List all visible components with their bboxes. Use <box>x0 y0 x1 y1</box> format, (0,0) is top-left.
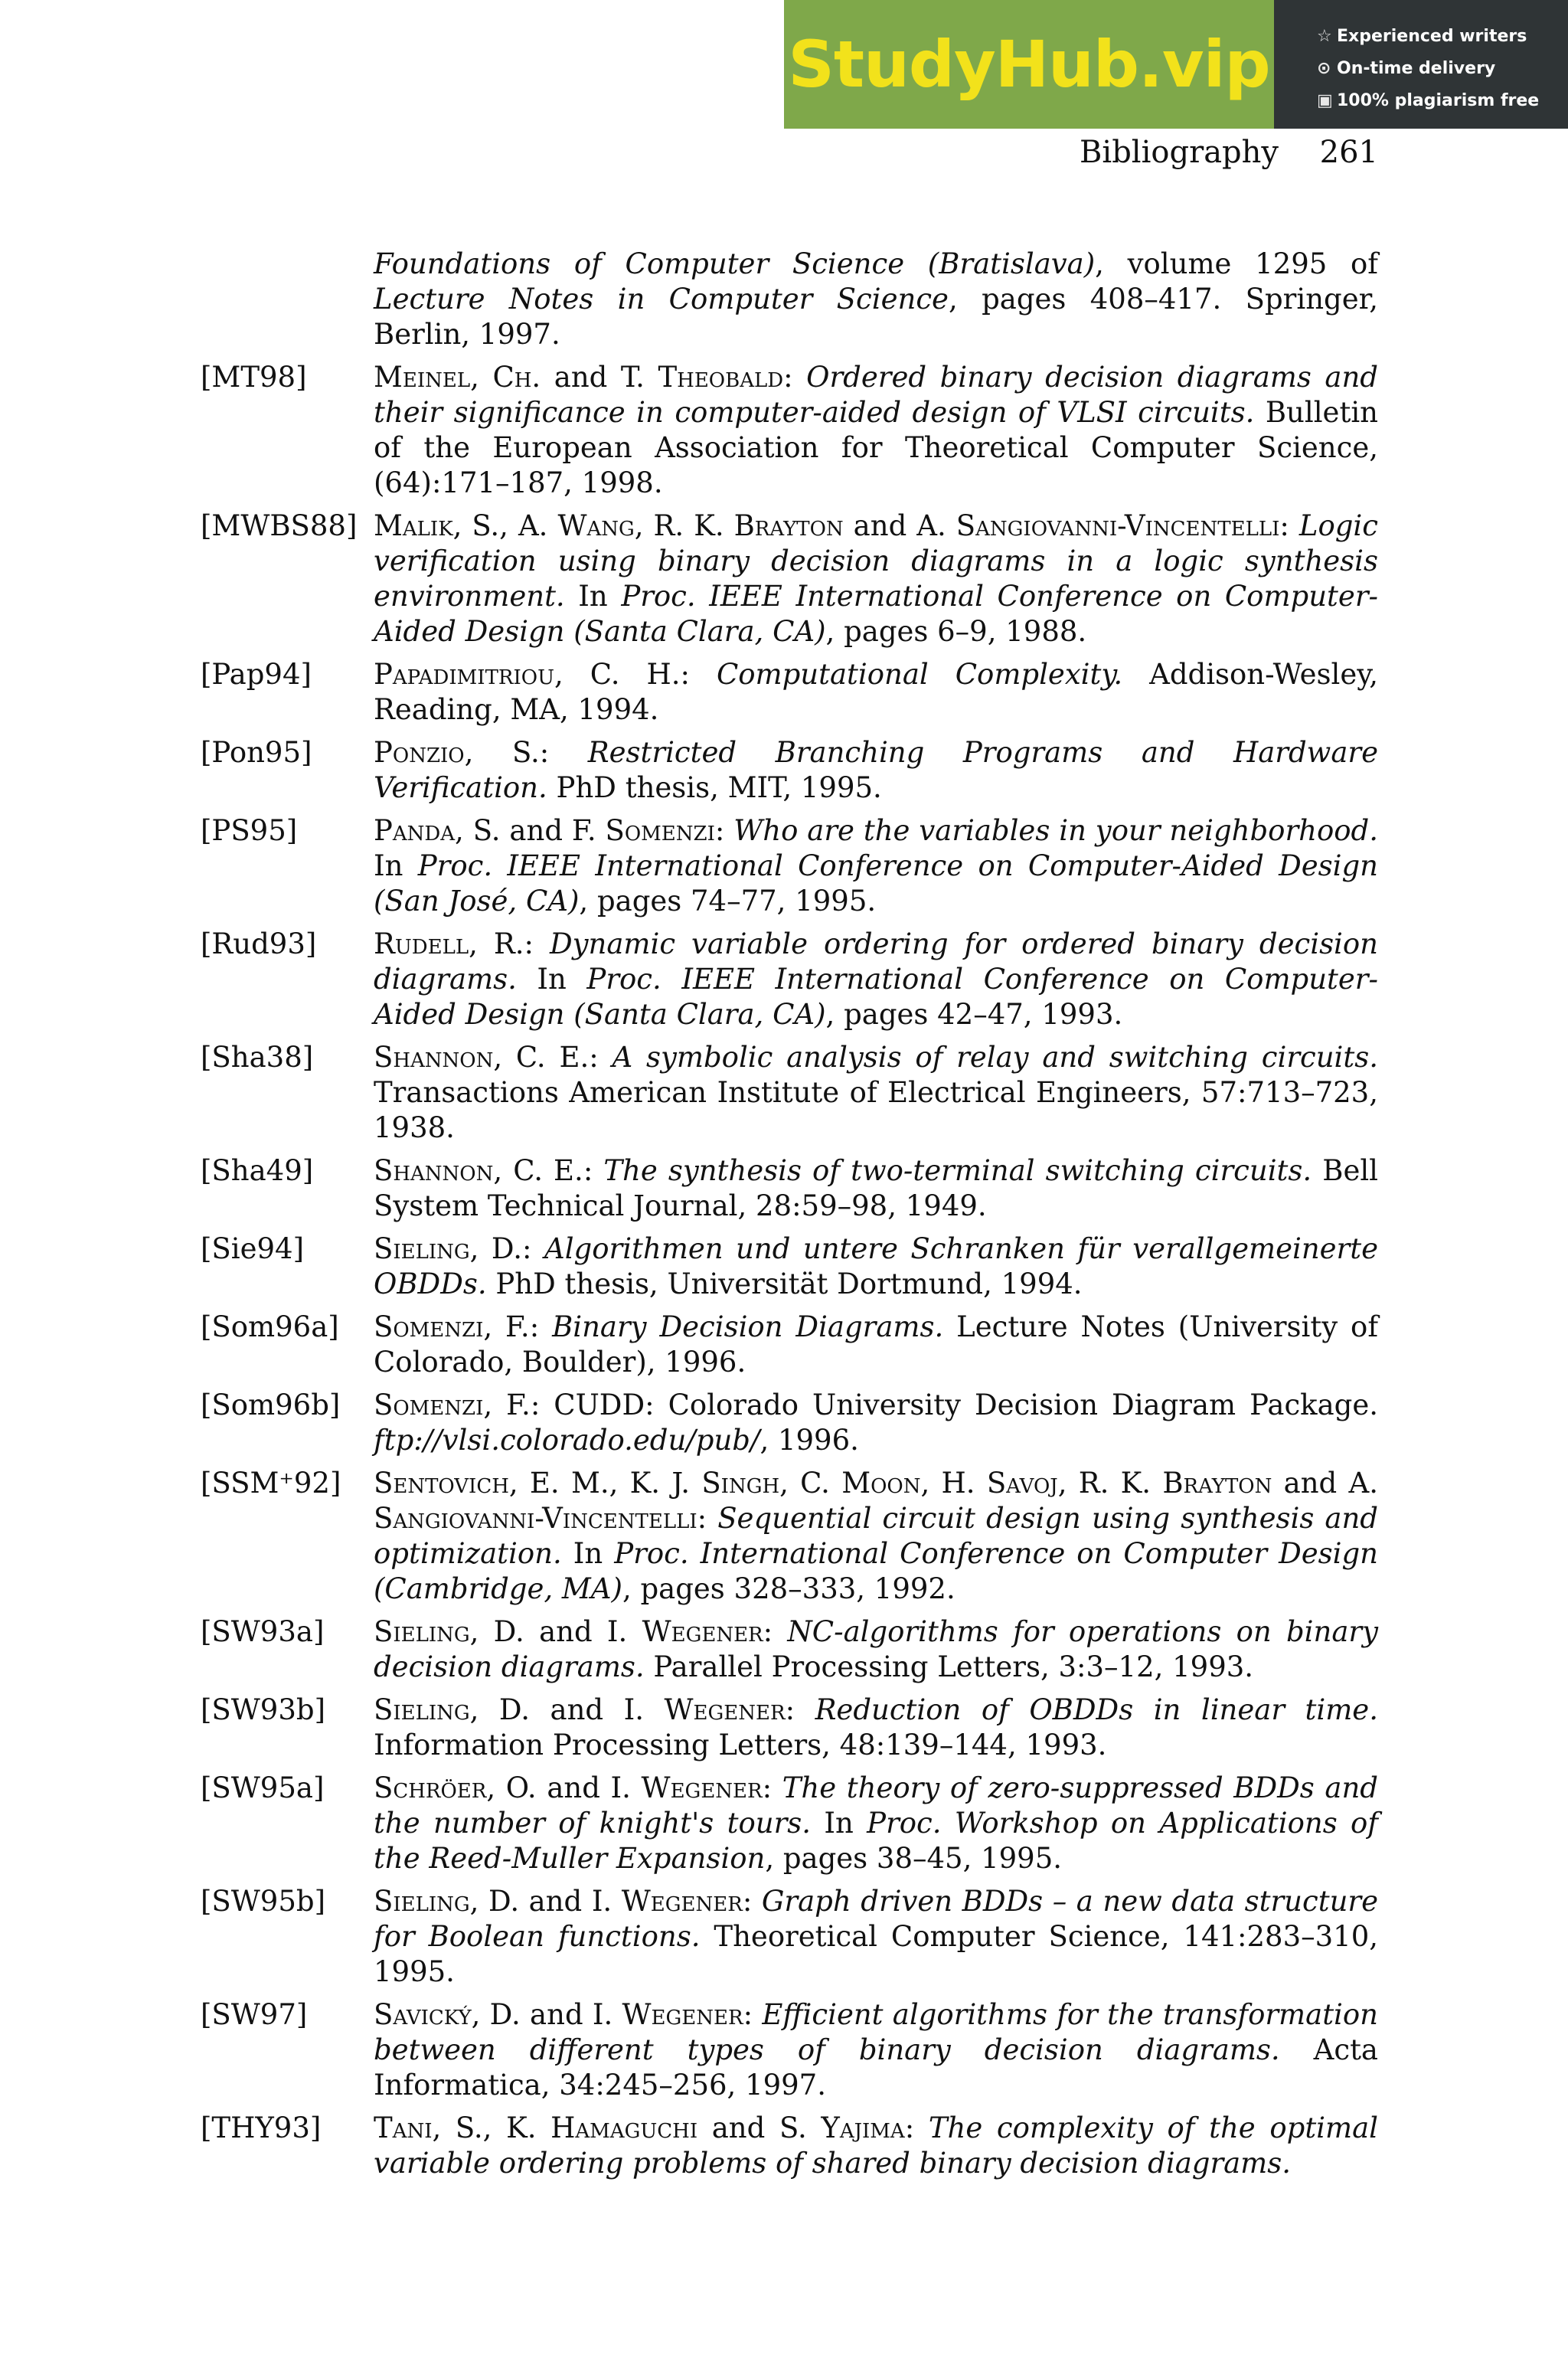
bib-title: Logic verification using binary decision diagrams in a logic synthesis environment. <box>374 509 1378 613</box>
bib-detail: Addison-Wesley, Reading, MA, 1994. <box>374 658 1378 726</box>
bib-author: Ponzio, S. <box>374 736 540 769</box>
bib-text <box>374 1466 1378 1607</box>
bib-key: [MWBS88] <box>201 509 358 542</box>
logo-text: StudyHub.vip <box>788 27 1270 102</box>
bib-author: Rudell, R. <box>374 927 524 960</box>
bib-text <box>374 1884 1378 1990</box>
bib-text <box>374 509 1378 649</box>
bib-title: The complexity of the optimal variable ordering problems of shared binary decision diagrams. <box>374 2111 1378 2180</box>
bib-author: Sieling, D. <box>374 1232 523 1265</box>
bib-title: NC-algorithms for operations on binary decision diagrams. <box>374 1615 1378 1683</box>
bib-entry <box>201 813 1378 919</box>
bib-author: Sieling, D. <box>374 1615 524 1648</box>
bib-detail: Information Processing Letters, 48:139–144, 1993. <box>374 1729 1107 1761</box>
bib-detail: Transactions American Institute of Electrical Engineers, 57:713–723, 1938. <box>374 1076 1378 1144</box>
bib-title: Who are the variables in your neighborhood. <box>733 814 1378 847</box>
bib-entry <box>201 927 1378 1032</box>
bib-text <box>374 1693 1378 1763</box>
bib-author: Sieling, D. <box>374 1885 520 1918</box>
bib-author: Sieling, D. <box>374 1693 531 1726</box>
bib-author: I. Wegener <box>623 1693 786 1726</box>
feature-label: Experienced writers <box>1337 26 1527 46</box>
feature-label: 100% plagiarism free <box>1337 90 1540 110</box>
bib-entry <box>201 1466 1378 1607</box>
bib-entry <box>201 657 1378 728</box>
bib-entry <box>201 1232 1378 1302</box>
bib-author: T. Theobald <box>620 361 784 394</box>
feature-on-time-delivery <box>1317 52 1568 84</box>
bib-key: [Sie94] <box>201 1232 305 1265</box>
bib-author: Somenzi, F. <box>374 1389 531 1421</box>
bib-detail: Parallel Processing Letters, 3:3–12, 1993. <box>644 1650 1254 1683</box>
bib-author: Tani, S., K. Hamaguchi <box>374 2111 698 2144</box>
bib-detail: : <box>522 1232 544 1265</box>
bib-detail: Bulletin of the European Association for Theoretical Computer Science, (64):171–187, 1998. <box>374 396 1378 499</box>
bib-author: Panda, S. <box>374 814 501 847</box>
bib-title: Graph driven BDDs – a new data structure for Boolean functions. <box>374 1885 1379 1953</box>
bib-text <box>374 360 1378 501</box>
bib-key: [MT98] <box>201 361 307 394</box>
bib-detail: In <box>561 1537 615 1570</box>
bib-text <box>374 1232 1378 1302</box>
clock-icon: ⊙ <box>1317 58 1331 78</box>
bib-detail: PhD thesis, MIT, 1995. <box>547 771 882 804</box>
bib-detail: and <box>524 1615 607 1648</box>
bib-key: [SW95b] <box>201 1885 326 1918</box>
banner-features <box>1274 0 1568 129</box>
bib-detail: , pages 408–417. Springer, Berlin, 1997. <box>374 283 1378 351</box>
bib-detail: : <box>904 2111 929 2144</box>
bib-key: [SW93b] <box>201 1693 326 1726</box>
bib-title: Sequential circuit design using synthesis and optimization. <box>374 1502 1378 1570</box>
bib-detail: : <box>524 927 550 960</box>
bib-entry <box>201 247 1378 352</box>
bib-author: Savický, D. <box>374 1998 521 2031</box>
bib-detail: In <box>564 580 622 613</box>
bib-text <box>374 1388 1378 1458</box>
bib-title: Efficient algorithms for the transformation between different types of binary decision diagrams. <box>374 1998 1378 2066</box>
bibliography-list <box>201 247 1378 2189</box>
bib-detail: and <box>536 1771 611 1804</box>
bib-text <box>374 927 1378 1032</box>
bib-detail: : <box>539 736 588 769</box>
bib-detail: and <box>541 361 621 394</box>
bib-title: Proc. International Conference on Computer Design (Cambridge, MA) <box>374 1537 1378 1605</box>
bib-key <box>201 247 374 352</box>
bib-entry <box>201 509 1378 649</box>
bib-title: The theory of zero-suppressed BDDs and the number of knight's tours. <box>374 1771 1378 1840</box>
bib-detail: , pages 6–9, 1988. <box>825 615 1087 648</box>
bib-detail: In <box>374 849 418 882</box>
bib-key: [Pap94] <box>201 658 312 691</box>
bib-detail: : <box>743 1998 763 2031</box>
bib-detail: and <box>519 1885 592 1918</box>
bib-key: [Som96a] <box>201 1310 339 1343</box>
bib-key: [SSM⁺92] <box>201 1467 341 1500</box>
bib-author: I. Wegener <box>592 1998 743 2031</box>
bib-detail: : <box>529 1310 553 1343</box>
bib-detail: : <box>583 1154 604 1187</box>
bib-detail: In <box>811 1807 867 1840</box>
bib-text <box>374 1997 1378 2103</box>
bib-author: I. Wegener <box>591 1885 743 1918</box>
bib-detail: : <box>589 1041 612 1074</box>
bib-detail: and <box>520 1998 593 2031</box>
bib-detail: , 1996. <box>760 1424 859 1457</box>
bib-detail: : <box>763 1615 788 1648</box>
bib-text <box>374 735 1378 806</box>
bib-text <box>374 1040 1378 1146</box>
bib-detail: and <box>1272 1467 1349 1500</box>
document-icon: ▣ <box>1317 90 1333 110</box>
bib-detail: In <box>516 963 587 996</box>
bib-author: F. Somenzi <box>571 814 715 847</box>
bib-detail: : <box>762 1771 782 1804</box>
promo-banner[interactable] <box>784 0 1568 129</box>
bib-entry <box>201 360 1378 501</box>
bib-detail: and <box>843 509 917 542</box>
bib-author: Papadimitriou, C. H. <box>374 658 681 691</box>
bib-author: Malik, S., A. Wang, R. K. Brayton <box>374 509 844 542</box>
star-icon: ☆ <box>1317 26 1332 46</box>
running-head <box>1080 135 1378 170</box>
bib-title: Proc. IEEE International Conference on Computer-Aided Design (San José, CA) <box>374 849 1378 918</box>
bib-title: Restricted Branching Programs and Hardware Verification. <box>374 736 1378 804</box>
bib-title: Lecture Notes in Computer Science <box>374 283 949 316</box>
bib-entry <box>201 1997 1378 2103</box>
studyhub-logo[interactable] <box>784 0 1274 129</box>
bib-title: Algorithmen und untere Schranken für verallgemeinerte OBDDs. <box>374 1232 1378 1300</box>
bib-author: S. Yajima <box>779 2111 905 2144</box>
feature-plagiarism-free <box>1317 84 1568 116</box>
bib-text <box>374 247 1378 352</box>
bib-author: Meinel, Ch. <box>374 361 541 394</box>
bib-detail: Theoretical Computer Science, 141:283–310, 1995. <box>374 1920 1378 1988</box>
bib-author: Shannon, C. E. <box>374 1041 590 1074</box>
bib-detail: : <box>697 1502 718 1535</box>
bib-author: I. Wegener <box>606 1615 763 1648</box>
bib-detail: , pages 74–77, 1995. <box>579 885 877 918</box>
bib-author: Shannon, C. E. <box>374 1154 583 1187</box>
bib-detail: and <box>530 1693 624 1726</box>
bib-text <box>374 657 1378 728</box>
bib-author: Sentovich, E. M., K. J. Singh, C. Moon, H. Savoj, R. K. Brayton <box>374 1467 1272 1500</box>
bib-entry <box>201 1771 1378 1876</box>
bib-detail: , pages 42–47, 1993. <box>825 998 1123 1031</box>
bib-title: Dynamic variable ordering for ordered binary decision diagrams. <box>374 927 1378 996</box>
page-number: 261 <box>1319 135 1378 170</box>
bib-entry <box>201 735 1378 806</box>
bib-title: Reduction of OBDDs in linear time. <box>815 1693 1378 1726</box>
bib-detail: , pages 38–45, 1995. <box>765 1842 1063 1875</box>
bib-title: Proc. IEEE International Conference on Computer-Aided Design (Santa Clara, CA) <box>374 963 1379 1031</box>
bib-key: [Rud93] <box>201 927 317 960</box>
bib-key: [SW95a] <box>201 1771 325 1804</box>
bib-key: [PS95] <box>201 814 298 847</box>
bib-text <box>374 1310 1378 1380</box>
bib-detail: : <box>714 814 734 847</box>
bib-detail: : <box>742 1885 762 1918</box>
feature-experienced-writers <box>1317 20 1568 52</box>
bib-title: Ordered binary decision diagrams and their significance in computer-aided design of VLSI circuits. <box>374 361 1378 429</box>
bib-entry <box>201 2111 1378 2181</box>
bib-detail: : <box>1279 509 1299 542</box>
bib-author: Somenzi, F. <box>374 1310 530 1343</box>
bib-title: ftp://vlsi.colorado.edu/pub/ <box>374 1424 760 1457</box>
bib-text <box>374 2111 1378 2181</box>
bib-author: A. Sangiovanni-Vincentelli <box>374 1467 1378 1535</box>
bib-key: [Sha49] <box>201 1154 314 1187</box>
bib-key: [Som96b] <box>201 1389 341 1421</box>
bib-detail: : CUDD: Colorado University Decision Diagram Package. <box>530 1389 1378 1421</box>
bib-entry <box>201 1614 1378 1685</box>
bib-title: Binary Decision Diagrams. <box>552 1310 944 1343</box>
bib-author: Schröer, O. <box>374 1771 537 1804</box>
bib-detail: and <box>697 2111 779 2144</box>
bib-text <box>374 1614 1378 1685</box>
bib-detail: , volume 1295 of <box>1095 247 1378 280</box>
bib-key: [THY93] <box>201 2111 322 2144</box>
bib-key: [SW97] <box>201 1998 308 2031</box>
bib-entry <box>201 1693 1378 1763</box>
bib-detail: Bell System Technical Journal, 28:59–98, 1949. <box>374 1154 1379 1222</box>
bib-key: [Sha38] <box>201 1041 314 1074</box>
bib-detail: : <box>783 361 807 394</box>
bib-text <box>374 813 1378 919</box>
bib-entry <box>201 1153 1378 1224</box>
bib-title: The synthesis of two-terminal switching circuits. <box>603 1154 1312 1187</box>
bib-entry <box>201 1388 1378 1458</box>
bib-entry <box>201 1040 1378 1146</box>
bib-detail: and <box>500 814 572 847</box>
bib-text <box>374 1153 1378 1224</box>
bib-detail: : <box>785 1693 815 1726</box>
section-title: Bibliography <box>1080 135 1279 170</box>
bib-title: Proc. IEEE International Conference on Computer-Aided Design (Santa Clara, CA) <box>374 580 1379 648</box>
bib-detail: : <box>680 658 717 691</box>
bib-entry <box>201 1310 1378 1380</box>
bib-detail: PhD thesis, Universität Dortmund, 1994. <box>486 1268 1083 1300</box>
bib-author: A. Sangiovanni-Vincentelli <box>916 509 1280 542</box>
feature-label: On-time delivery <box>1337 58 1496 78</box>
bib-author: I. Wegener <box>610 1771 763 1804</box>
bib-title: Foundations of Computer Science (Bratislava) <box>374 247 1096 280</box>
bib-detail: , pages 328–333, 1992. <box>622 1572 956 1605</box>
bib-detail: Lecture Notes (University of Colorado, Boulder), 1996. <box>374 1310 1379 1379</box>
bib-entry <box>201 1884 1378 1990</box>
bib-title: Proc. Workshop on Applications of the Reed-Muller Expansion <box>374 1807 1378 1875</box>
bib-detail: Acta Informatica, 34:245–256, 1997. <box>374 2033 1378 2102</box>
bib-title: Computational Complexity. <box>716 658 1123 691</box>
bib-key: [Pon95] <box>201 736 312 769</box>
bib-text <box>374 1771 1378 1876</box>
bib-title: A symbolic analysis of relay and switching circuits. <box>612 1041 1379 1074</box>
bib-key: [SW93a] <box>201 1615 325 1648</box>
